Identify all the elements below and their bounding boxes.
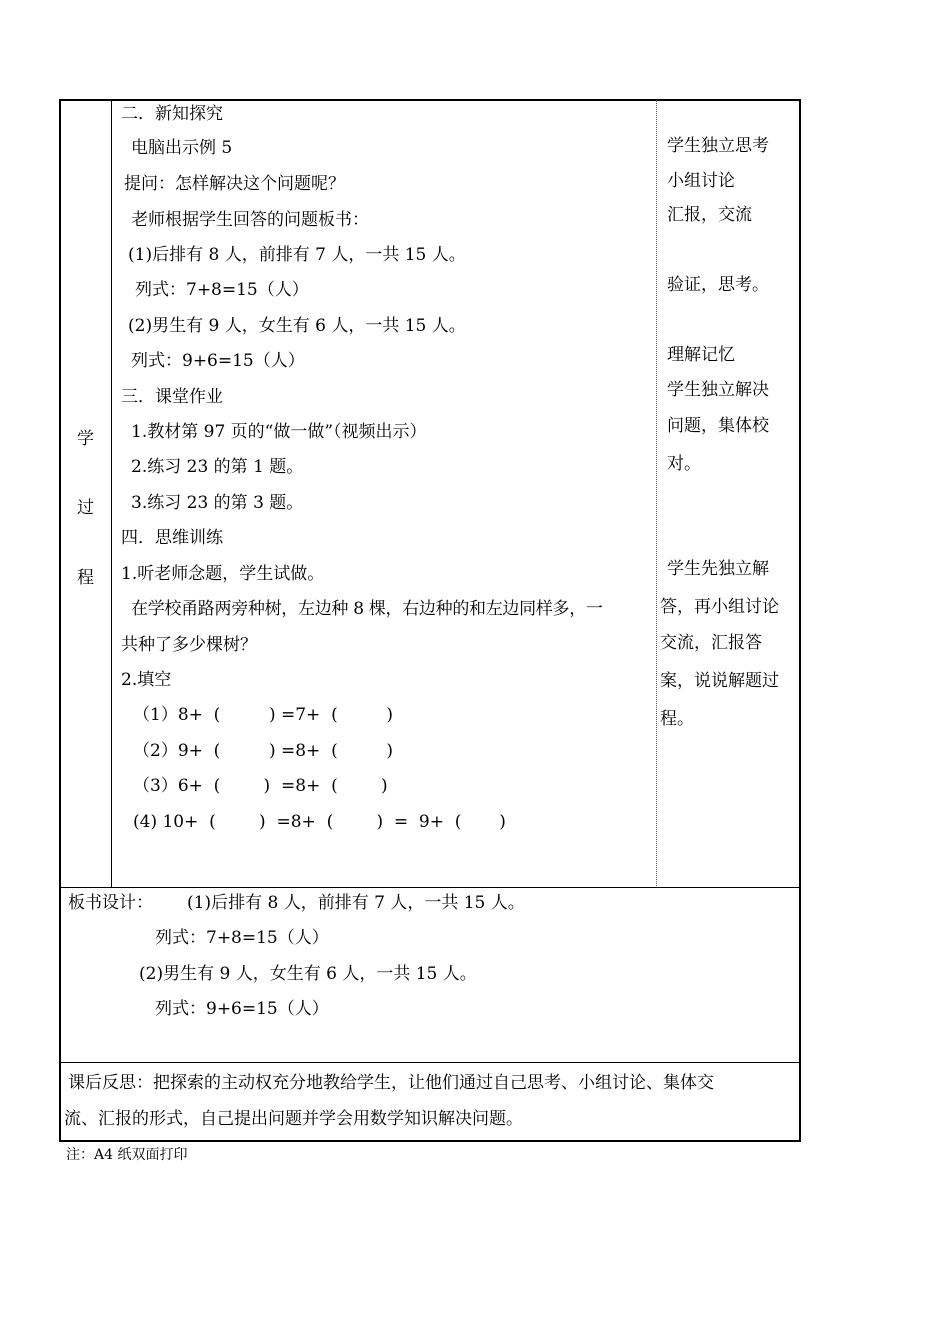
section-heading: 四．思维训练 — [121, 528, 223, 548]
side-label-char: 过 — [77, 498, 94, 518]
side-label-char: 程 — [77, 568, 94, 588]
student-activity-line: 问题，集体校 — [667, 416, 769, 436]
content-line: 2.填空 — [121, 670, 172, 690]
fill-blank-line: （1）8+ ( ) =7+ ( ) — [133, 705, 393, 725]
fill-blank-line: （3）6+ ( ) =8+ ( ) — [133, 776, 388, 796]
content-line: 3.练习 23 的第 3 题。 — [131, 493, 304, 513]
student-activity-line: 答，再小组讨论 — [660, 597, 779, 617]
board-design-label: 板书设计： — [68, 893, 153, 913]
student-activity-line: 学生独立解决 — [667, 380, 769, 400]
student-activity-line: 程。 — [660, 709, 694, 729]
reflection-line: 流、汇报的形式，自己提出问题并学会用数学知识解决问题。 — [64, 1109, 523, 1129]
student-activity-line: 汇报，交流 — [667, 205, 752, 225]
content-line: 列式：7+8=15（人） — [135, 280, 309, 300]
section-heading: 三．课堂作业 — [121, 387, 223, 407]
fill-blank-line: (4) 10+ ( ) =8+ ( ) = 9+ ( ) — [133, 812, 506, 832]
content-line: 2.练习 23 的第 1 题。 — [131, 457, 304, 477]
student-activity-line: 验证，思考。 — [667, 275, 769, 295]
content-line: 在学校甬路两旁种树，左边种 8 棵，右边种的和左边同样多，一 — [131, 599, 603, 619]
content-line: 电脑出示例 5 — [131, 138, 233, 158]
student-activity-line: 学生先独立解 — [667, 559, 769, 579]
content-line: (1)后排有 8 人，前排有 7 人，一共 15 人。 — [128, 245, 466, 265]
reflection-line: 课后反思：把探索的主动权充分地教给学生，让他们通过自己思考、小组讨论、集体交 — [68, 1073, 714, 1093]
content-line: 1.教材第 97 页的“做一做”（视频出示） — [131, 422, 427, 442]
print-footnote: 注：A4 纸双面打印 — [66, 1147, 188, 1163]
student-activity-line: 交流，汇报答 — [660, 633, 762, 653]
content-line: 提问：怎样解决这个问题呢？ — [124, 174, 345, 194]
board-line: 列式：9+6=15（人） — [155, 999, 329, 1019]
student-activity-line: 理解记忆 — [667, 345, 735, 365]
student-activity-line: 对。 — [667, 454, 701, 474]
board-line: (1)后排有 8 人，前排有 7 人，一共 15 人。 — [187, 893, 525, 913]
section-heading: 二．新知探究 — [121, 104, 223, 124]
student-activity-line: 小组讨论 — [667, 171, 735, 191]
side-label-char: 学 — [77, 429, 94, 449]
row-divider-reflection — [60, 1062, 800, 1063]
content-line: 列式：9+6=15（人） — [131, 351, 305, 371]
content-line: 共种了多少棵树？ — [121, 635, 257, 655]
fill-blank-line: （2）9+ ( ) =8+ ( ) — [133, 741, 393, 761]
board-line: (2)男生有 9 人，女生有 6 人，一共 15 人。 — [139, 964, 477, 984]
board-line: 列式：7+8=15（人） — [155, 928, 329, 948]
row-divider-board — [60, 887, 800, 888]
content-line: 老师根据学生回答的问题板书： — [131, 210, 369, 230]
student-activity-line: 案，说说解题过 — [660, 671, 779, 691]
content-line: (2)男生有 9 人，女生有 6 人，一共 15 人。 — [128, 316, 466, 336]
content-line: 1.听老师念题，学生试做。 — [121, 564, 325, 584]
column-divider-left — [111, 100, 112, 888]
student-activity-line: 学生独立思考 — [667, 136, 769, 156]
column-divider-right — [656, 100, 657, 888]
